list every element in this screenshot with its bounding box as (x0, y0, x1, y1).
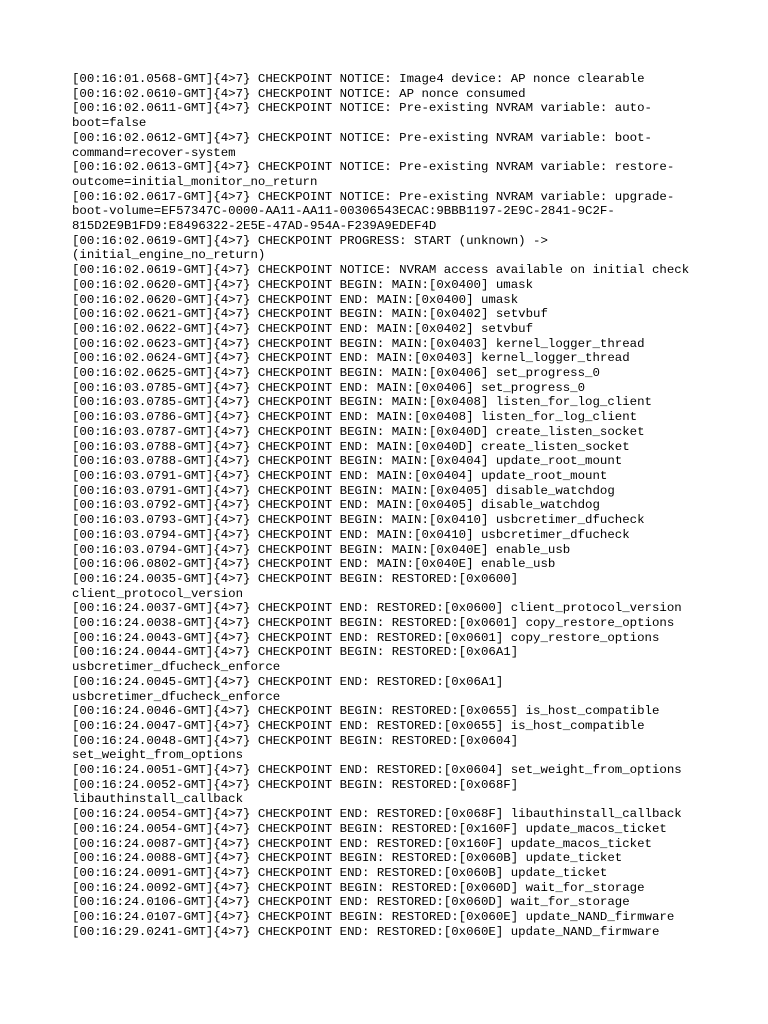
log-line: [00:16:01.0568-GMT]{4>7} CHECKPOINT NOTICE: Image4 device: AP nonce clearable (72, 72, 645, 86)
log-line: [00:16:24.0052-GMT]{4>7} CHECKPOINT BEGIN: RESTORED:[0x068F] (72, 777, 519, 792)
log-line: [00:16:24.0037-GMT]{4>7} CHECKPOINT END: RESTORED:[0x0600] client_protocol_version (72, 601, 682, 616)
log-line: [00:16:03.0785-GMT]{4>7} CHECKPOINT END: MAIN:[0x0406] set_progress_0 (72, 380, 586, 395)
log-line: [00:16:24.0054-GMT]{4>7} CHECKPOINT BEGIN: RESTORED:[0x160F] update_macos_ticket (72, 821, 667, 836)
log-line: [00:16:02.0611-GMT]{4>7} CHECKPOINT NOTICE: Pre-existing NVRAM variable: auto- (72, 101, 652, 116)
log-line: [00:16:24.0048-GMT]{4>7} CHECKPOINT BEGIN: RESTORED:[0x0604] (72, 733, 519, 748)
log-line: [00:16:02.0622-GMT]{4>7} CHECKPOINT END: MAIN:[0x0402] setvbuf (72, 321, 534, 336)
log-line: [00:16:24.0047-GMT]{4>7} CHECKPOINT END: RESTORED:[0x0655] is_host_compatible (72, 718, 645, 733)
log-line: [00:16:02.0612-GMT]{4>7} CHECKPOINT NOTICE: Pre-existing NVRAM variable: boot- (72, 130, 652, 145)
log-line: boot-volume=EF57347C-0000-AA11-AA11-00306543ECAC:9BBB1197-2E9C-2841-9C2F- (72, 204, 615, 219)
log-line: set_weight_from_options (72, 748, 244, 763)
log-line: client_protocol_version (72, 586, 244, 601)
log-line: [00:16:03.0786-GMT]{4>7} CHECKPOINT END: MAIN:[0x0408] listen_for_log_client (72, 410, 638, 425)
log-line: [00:16:06.0802-GMT]{4>7} CHECKPOINT END: MAIN:[0x040E] enable_usb (72, 557, 556, 572)
log-line: [00:16:24.0046-GMT]{4>7} CHECKPOINT BEGIN: RESTORED:[0x0655] is_host_compatible (72, 704, 660, 719)
log-line: [00:16:02.0620-GMT]{4>7} CHECKPOINT END: MAIN:[0x0400] umask (72, 292, 519, 307)
log-line: [00:16:24.0092-GMT]{4>7} CHECKPOINT BEGIN: RESTORED:[0x060D] wait_for_storage (72, 880, 645, 895)
log-line: [00:16:03.0788-GMT]{4>7} CHECKPOINT END: MAIN:[0x040D] create_listen_socket (72, 439, 630, 454)
log-line: [00:16:24.0054-GMT]{4>7} CHECKPOINT END: RESTORED:[0x068F] libauthinstall_callback (72, 807, 682, 822)
log-line: 815D2E9B1FD9:E8496322-2E5E-47AD-954A-F239A9EDEF4D (72, 219, 437, 234)
log-line: [00:16:24.0035-GMT]{4>7} CHECKPOINT BEGIN: RESTORED:[0x0600] (72, 571, 519, 586)
log-line: [00:16:02.0613-GMT]{4>7} CHECKPOINT NOTICE: Pre-existing NVRAM variable: restore- (72, 160, 675, 175)
log-line: [00:16:03.0792-GMT]{4>7} CHECKPOINT END: MAIN:[0x0405] disable_watchdog (72, 498, 600, 513)
log-line: [00:16:02.0610-GMT]{4>7} CHECKPOINT NOTICE: AP nonce consumed (72, 86, 526, 101)
log-line: [00:16:02.0625-GMT]{4>7} CHECKPOINT BEGIN: MAIN:[0x0406] set_progress_0 (72, 366, 600, 381)
log-line: [00:16:03.0794-GMT]{4>7} CHECKPOINT BEGIN: MAIN:[0x040E] enable_usb (72, 542, 571, 557)
log-line: [00:16:03.0791-GMT]{4>7} CHECKPOINT END: MAIN:[0x0404] update_root_mount (72, 468, 608, 483)
log-line: [00:16:24.0051-GMT]{4>7} CHECKPOINT END: RESTORED:[0x0604] set_weight_from_options (72, 763, 682, 778)
log-line: [00:16:02.0623-GMT]{4>7} CHECKPOINT BEGIN: MAIN:[0x0403] kernel_logger_thread (72, 336, 645, 351)
log-line: outcome=initial_monitor_no_return (72, 174, 318, 189)
log-line: [00:16:24.0044-GMT]{4>7} CHECKPOINT BEGIN: RESTORED:[0x06A1] (72, 645, 519, 660)
log-line: [00:16:24.0088-GMT]{4>7} CHECKPOINT BEGIN: RESTORED:[0x060B] update_ticket (72, 851, 623, 866)
log-line: boot=false (72, 116, 147, 131)
log-line: libauthinstall_callback (72, 792, 244, 807)
log-line: [00:16:24.0091-GMT]{4>7} CHECKPOINT END: RESTORED:[0x060B] update_ticket (72, 865, 608, 880)
log-line: [00:16:02.0624-GMT]{4>7} CHECKPOINT END: MAIN:[0x0403] kernel_logger_thread (72, 351, 630, 366)
log-line: [00:16:02.0617-GMT]{4>7} CHECKPOINT NOTICE: Pre-existing NVRAM variable: upgrade- (72, 189, 675, 204)
log-line: [00:16:03.0793-GMT]{4>7} CHECKPOINT BEGIN: MAIN:[0x0410] usbcretimer_dfucheck (72, 513, 645, 528)
log-line: [00:16:03.0788-GMT]{4>7} CHECKPOINT BEGIN: MAIN:[0x0404] update_root_mount (72, 454, 623, 469)
log-line: [00:16:03.0791-GMT]{4>7} CHECKPOINT BEGIN: MAIN:[0x0405] disable_watchdog (72, 483, 615, 498)
log-line: [00:16:24.0043-GMT]{4>7} CHECKPOINT END: RESTORED:[0x0601] copy_restore_options (72, 630, 660, 645)
log-line: [00:16:02.0619-GMT]{4>7} CHECKPOINT NOTICE: NVRAM access available on initial check (72, 263, 690, 278)
log-line: command=recover-system (72, 145, 236, 160)
log-line: [00:16:29.0241-GMT]{4>7} CHECKPOINT END: RESTORED:[0x060E] update_NAND_firmware (72, 924, 660, 939)
log-document (72, 72, 712, 939)
log-line: [00:16:03.0787-GMT]{4>7} CHECKPOINT BEGIN: MAIN:[0x040D] create_listen_socket (72, 424, 645, 439)
log-line: [00:16:24.0107-GMT]{4>7} CHECKPOINT BEGIN: RESTORED:[0x060E] update_NAND_firmware (72, 910, 675, 925)
log-line: usbcretimer_dfucheck_enforce (72, 689, 281, 704)
log-line: [00:16:03.0794-GMT]{4>7} CHECKPOINT END: MAIN:[0x0410] usbcretimer_dfucheck (72, 527, 630, 542)
log-line: [00:16:02.0621-GMT]{4>7} CHECKPOINT BEGIN: MAIN:[0x0402] setvbuf (72, 307, 548, 322)
log-line: [00:16:24.0045-GMT]{4>7} CHECKPOINT END: RESTORED:[0x06A1] (72, 674, 504, 689)
log-line: usbcretimer_dfucheck_enforce (72, 660, 281, 675)
log-line: [00:16:24.0038-GMT]{4>7} CHECKPOINT BEGIN: RESTORED:[0x0601] copy_restore_options (72, 616, 675, 631)
log-line: [00:16:24.0106-GMT]{4>7} CHECKPOINT END: RESTORED:[0x060D] wait_for_storage (72, 895, 630, 910)
log-line: [00:16:02.0619-GMT]{4>7} CHECKPOINT PROGRESS: START (unknown) -> (72, 233, 548, 248)
log-line: (initial_engine_no_return) (72, 248, 266, 263)
log-line: [00:16:24.0087-GMT]{4>7} CHECKPOINT END: RESTORED:[0x160F] update_macos_ticket (72, 836, 652, 851)
log-line: [00:16:03.0785-GMT]{4>7} CHECKPOINT BEGIN: MAIN:[0x0408] listen_for_log_client (72, 395, 652, 410)
log-line: [00:16:02.0620-GMT]{4>7} CHECKPOINT BEGIN: MAIN:[0x0400] umask (72, 277, 534, 292)
